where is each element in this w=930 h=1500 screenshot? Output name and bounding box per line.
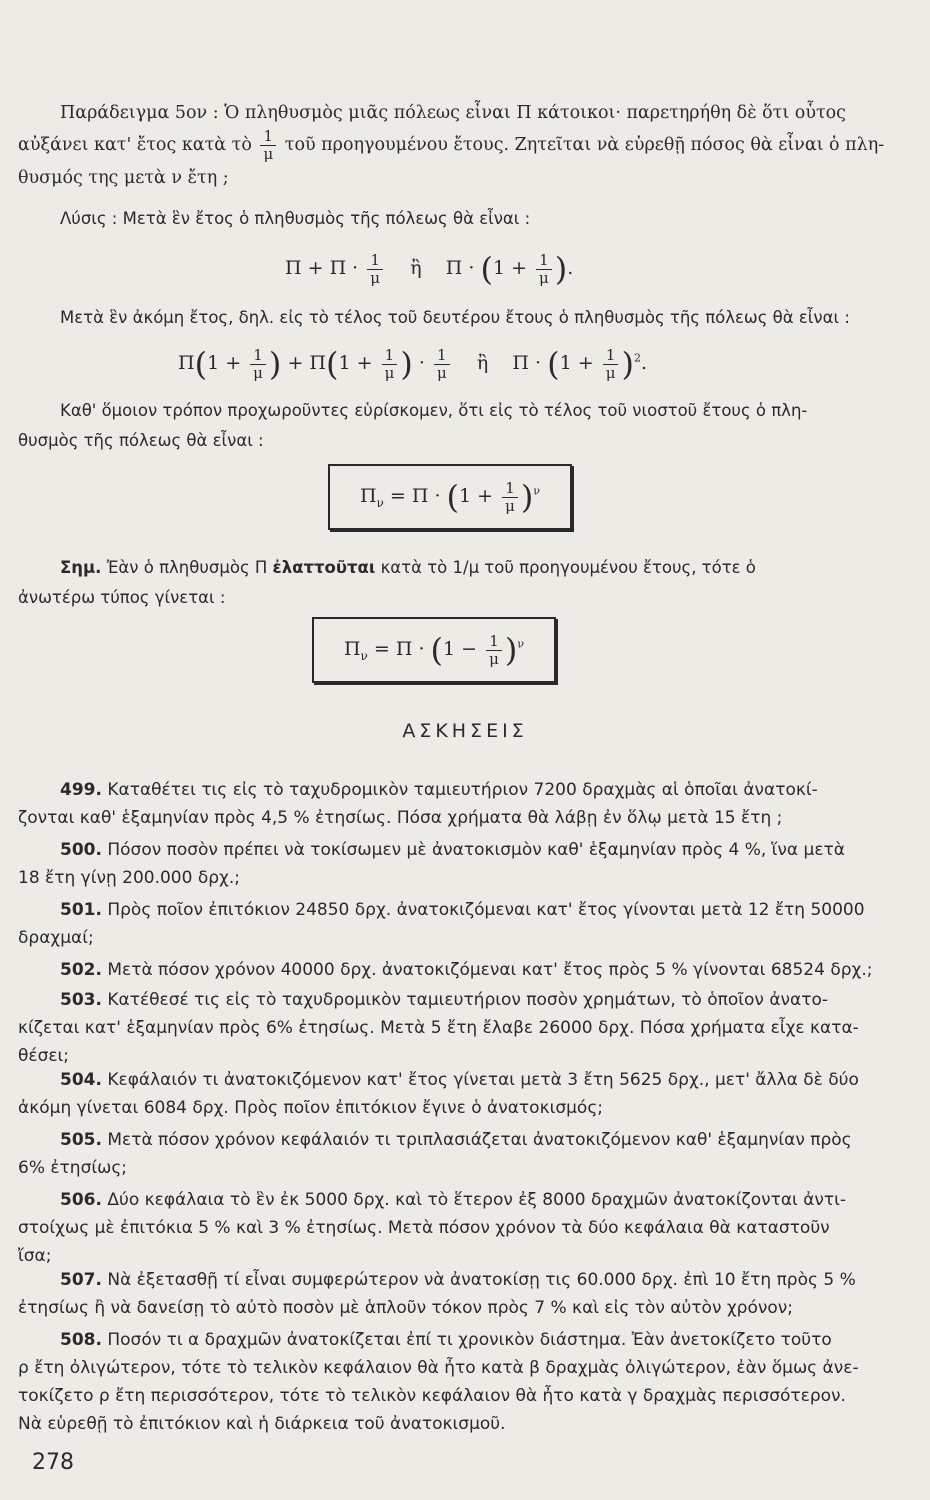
solution-text-2-line — [18, 303, 898, 333]
formula-box-decrease: $\Pi_\nu = \Pi \cdot (1$ − $\frac{1}{\mu}$ )$^\nu$ — [312, 617, 556, 683]
example-paragraph — [18, 98, 898, 193]
solution-text-3b: θυσμὸς τῆς πόλεως θὰ εἶναι : — [18, 431, 264, 450]
exercise-505: 505. Μετὰ πόσον χρόνον κεφάλαιόν τι τριπλασιάζεται ἀνατοκιζόμενον καθ' ἑξαμηνίαν πρὸς 6% ἐτησίως; — [18, 1130, 852, 1178]
exercises-heading: ΑΣΚΗΣΕΙΣ — [402, 720, 528, 742]
note-label: Σημ. — [60, 558, 102, 577]
page-number: 278 — [32, 1450, 74, 1475]
note-paragraph — [18, 553, 898, 613]
exercise-503: 503. Κατέθεσέ τις εἰς τὸ ταχυδρομικὸν ταμιευτήριον ποσὸν χρημάτων, τὸ ὁποῖον ἀνατο- κίζεται κατ' ἑξαμηνίαν πρὸς 6% ἐτησίως. Μετὰ 5 ἔτη ἔλαβε 26000 δρχ. Πόσα χρήματα εἶχε κατα- θέσει; — [18, 990, 859, 1066]
exercise-507: 507. Νὰ ἐξετασθῇ τί εἶναι συμφερώτερον νὰ ἀνατοκίσῃ τις 60.000 δρχ. ἐπὶ 10 ἔτη πρὸς 5 % ἐτησίως ἢ νὰ δανείσῃ τὸ αὐτὸ ποσὸν μὲ ἁπλοῦν τόκον πρὸς 7 % καὶ εἰς τὸν αὐτὸν χρόνον; — [18, 1270, 856, 1318]
solution-text-3a: Καθ' ὅμοιον τρόπον προχωροῦντες εὑρίσκομεν, ὅτι εἰς τὸ τέλος τοῦ νιοστοῦ ἔτους ὁ πλη- — [60, 401, 808, 420]
solution-text-3 — [18, 396, 898, 456]
exercise-504: 504. Κεφάλαιόν τι ἀνατοκιζόμενον κατ' ἔτος γίνεται μετὰ 3 ἔτη 5625 δρχ., μετ' ἄλλα δὲ δύο ἀκόμη γίνεται 6084 δρχ. Πρὸς ποῖον ἐπιτόκιον ἔγινε ὁ ἀνατοκισμός; — [18, 1070, 859, 1118]
note-line-2: ἀνωτέρω τύπος γίνεται : — [18, 588, 226, 607]
solution-text-2: Μετὰ ἓν ἀκόμη ἔτος, δηλ. εἰς τὸ τέλος τοῦ δευτέρου ἔτους ὁ πληθυσμὸς τῆς πόλεως θὰ εἶναι : — [60, 308, 850, 327]
exercise-508: 508. Ποσόν τι α δραχμῶν ἀνατοκίζεται ἐπί τι χρονικὸν διάστημα. Ἐὰν ἀνετοκίζετο τοῦτο ρ ἔτη ὀλιγώτερον, τότε τὸ τελικὸν κεφάλαιον θὰ ἦτο κατὰ β δραχμὰς ὀλιγώτερον, ἐὰν ὅμως ἀνε- τοκίζετο ρ ἔτη περισσότερον, τότε τὸ τελικὸν κεφάλαιον θὰ ἦτο κατὰ γ δραχμὰς περισσότερον. Νὰ εὑρεθῇ τὸ ἐπιτόκιον καὶ ἡ διάρκεια τοῦ ἀνατοκισμοῦ. — [18, 1330, 859, 1434]
note-text-a: Ἐὰν ὁ πληθυσμὸς Π — [106, 558, 268, 577]
solution-text-1: Μετὰ ἓν ἔτος ὁ πληθυσμὸς τῆς πόλεως θὰ εἶναι : — [122, 209, 531, 228]
note-bold: ἐλαττοῦται — [272, 558, 376, 577]
exercise-502: 502. Μετὰ πόσον χρόνον 40000 δρχ. ἀνατοκιζόμεναι κατ' ἔτος πρὸς 5 % γίνονται 68524 δρχ.; — [60, 960, 873, 980]
note-text-b: κατὰ τὸ 1/μ τοῦ προηγουμένου ἔτους, τότε ὁ — [380, 558, 756, 577]
solution-label: Λύσις : — [60, 209, 118, 228]
exercise-501: 501. Πρὸς ποῖον ἐπιτόκιον 24850 δρχ. ἀνατοκιζόμεναι κατ' ἔτος γίνονται μετὰ 12 ἔτη 50000 δραχμαί; — [18, 900, 865, 948]
exercise-500: 500. Πόσον ποσὸν πρέπει νὰ τοκίσωμεν μὲ ἀνατοκισμὸν καθ' ἑξαμηνίαν πρὸς 4 %, ἵνα μετὰ 18 ἔτη γίνῃ 200.000 δρχ.; — [18, 840, 845, 888]
formula-year-two: Π(1 + $\frac{1}{\mu}$ ) + Π(1 + $\frac{1}{\mu}$ ) · $\frac{1}{\mu}$ ἢ Π · (1 + $\frac{1}{\mu}$ )$^2$. — [178, 345, 647, 383]
exercise-506: 506. Δύο κεφάλαια τὸ ἓν ἐκ 5000 δρχ. καὶ τὸ ἕτερον ἐξ 8000 δραχμῶν ἀνατοκίζονται ἀντι- στοίχως μὲ ἐπιτόκια 5 % καὶ 3 % ἐτησίως. Μετὰ πόσον χρόνον τὰ δύο κεφάλαια θὰ καταστοῦν ἴσα; — [18, 1190, 847, 1266]
example-line-2b: τοῦ προηγουμένου ἔτους. Ζητεῖται νὰ εὑρεθῇ πόσος θὰ εἶναι ὁ πλη- — [284, 135, 885, 155]
example-line-1: Ὁ πληθυσμὸς μιᾶς πόλεως εἶναι Π κάτοικοι· παρετηρήθη δὲ ὅτι οὗτος — [224, 103, 846, 123]
example-label: Παράδειγμα 5ον : — [60, 103, 219, 123]
solution-line — [18, 204, 898, 234]
formula-year-one: Π + Π · $\frac{1}{\mu}$ ἢ Π · (1 + $\frac{1}{\mu}$ ). — [285, 250, 574, 288]
exercise-499: 499. Καταθέτει τις εἰς τὸ ταχυδρομικὸν ταμιευτήριον 7200 δραχμὰς αἱ ὁποῖαι ἀνατοκί- ζονται καθ' ἑξαμηνίαν πρὸς 4,5 % ἐτησίως. Πόσα χρήματα θὰ λάβῃ ἐν ὅλῳ μετὰ 15 ἔτη ; — [18, 780, 818, 828]
formula-box-increase: $\Pi_\nu = \Pi \cdot (1$ + $\frac{1}{\mu}$ )$^\nu$ — [328, 464, 572, 530]
example-line-2a: αὐξάνει κατ' ἔτος κατὰ τὸ — [18, 135, 252, 155]
example-line-3: θυσμός της μετὰ ν ἔτη ; — [18, 168, 229, 188]
fraction-1-over-mu: $\frac{1}{\mu}$ — [260, 128, 276, 163]
